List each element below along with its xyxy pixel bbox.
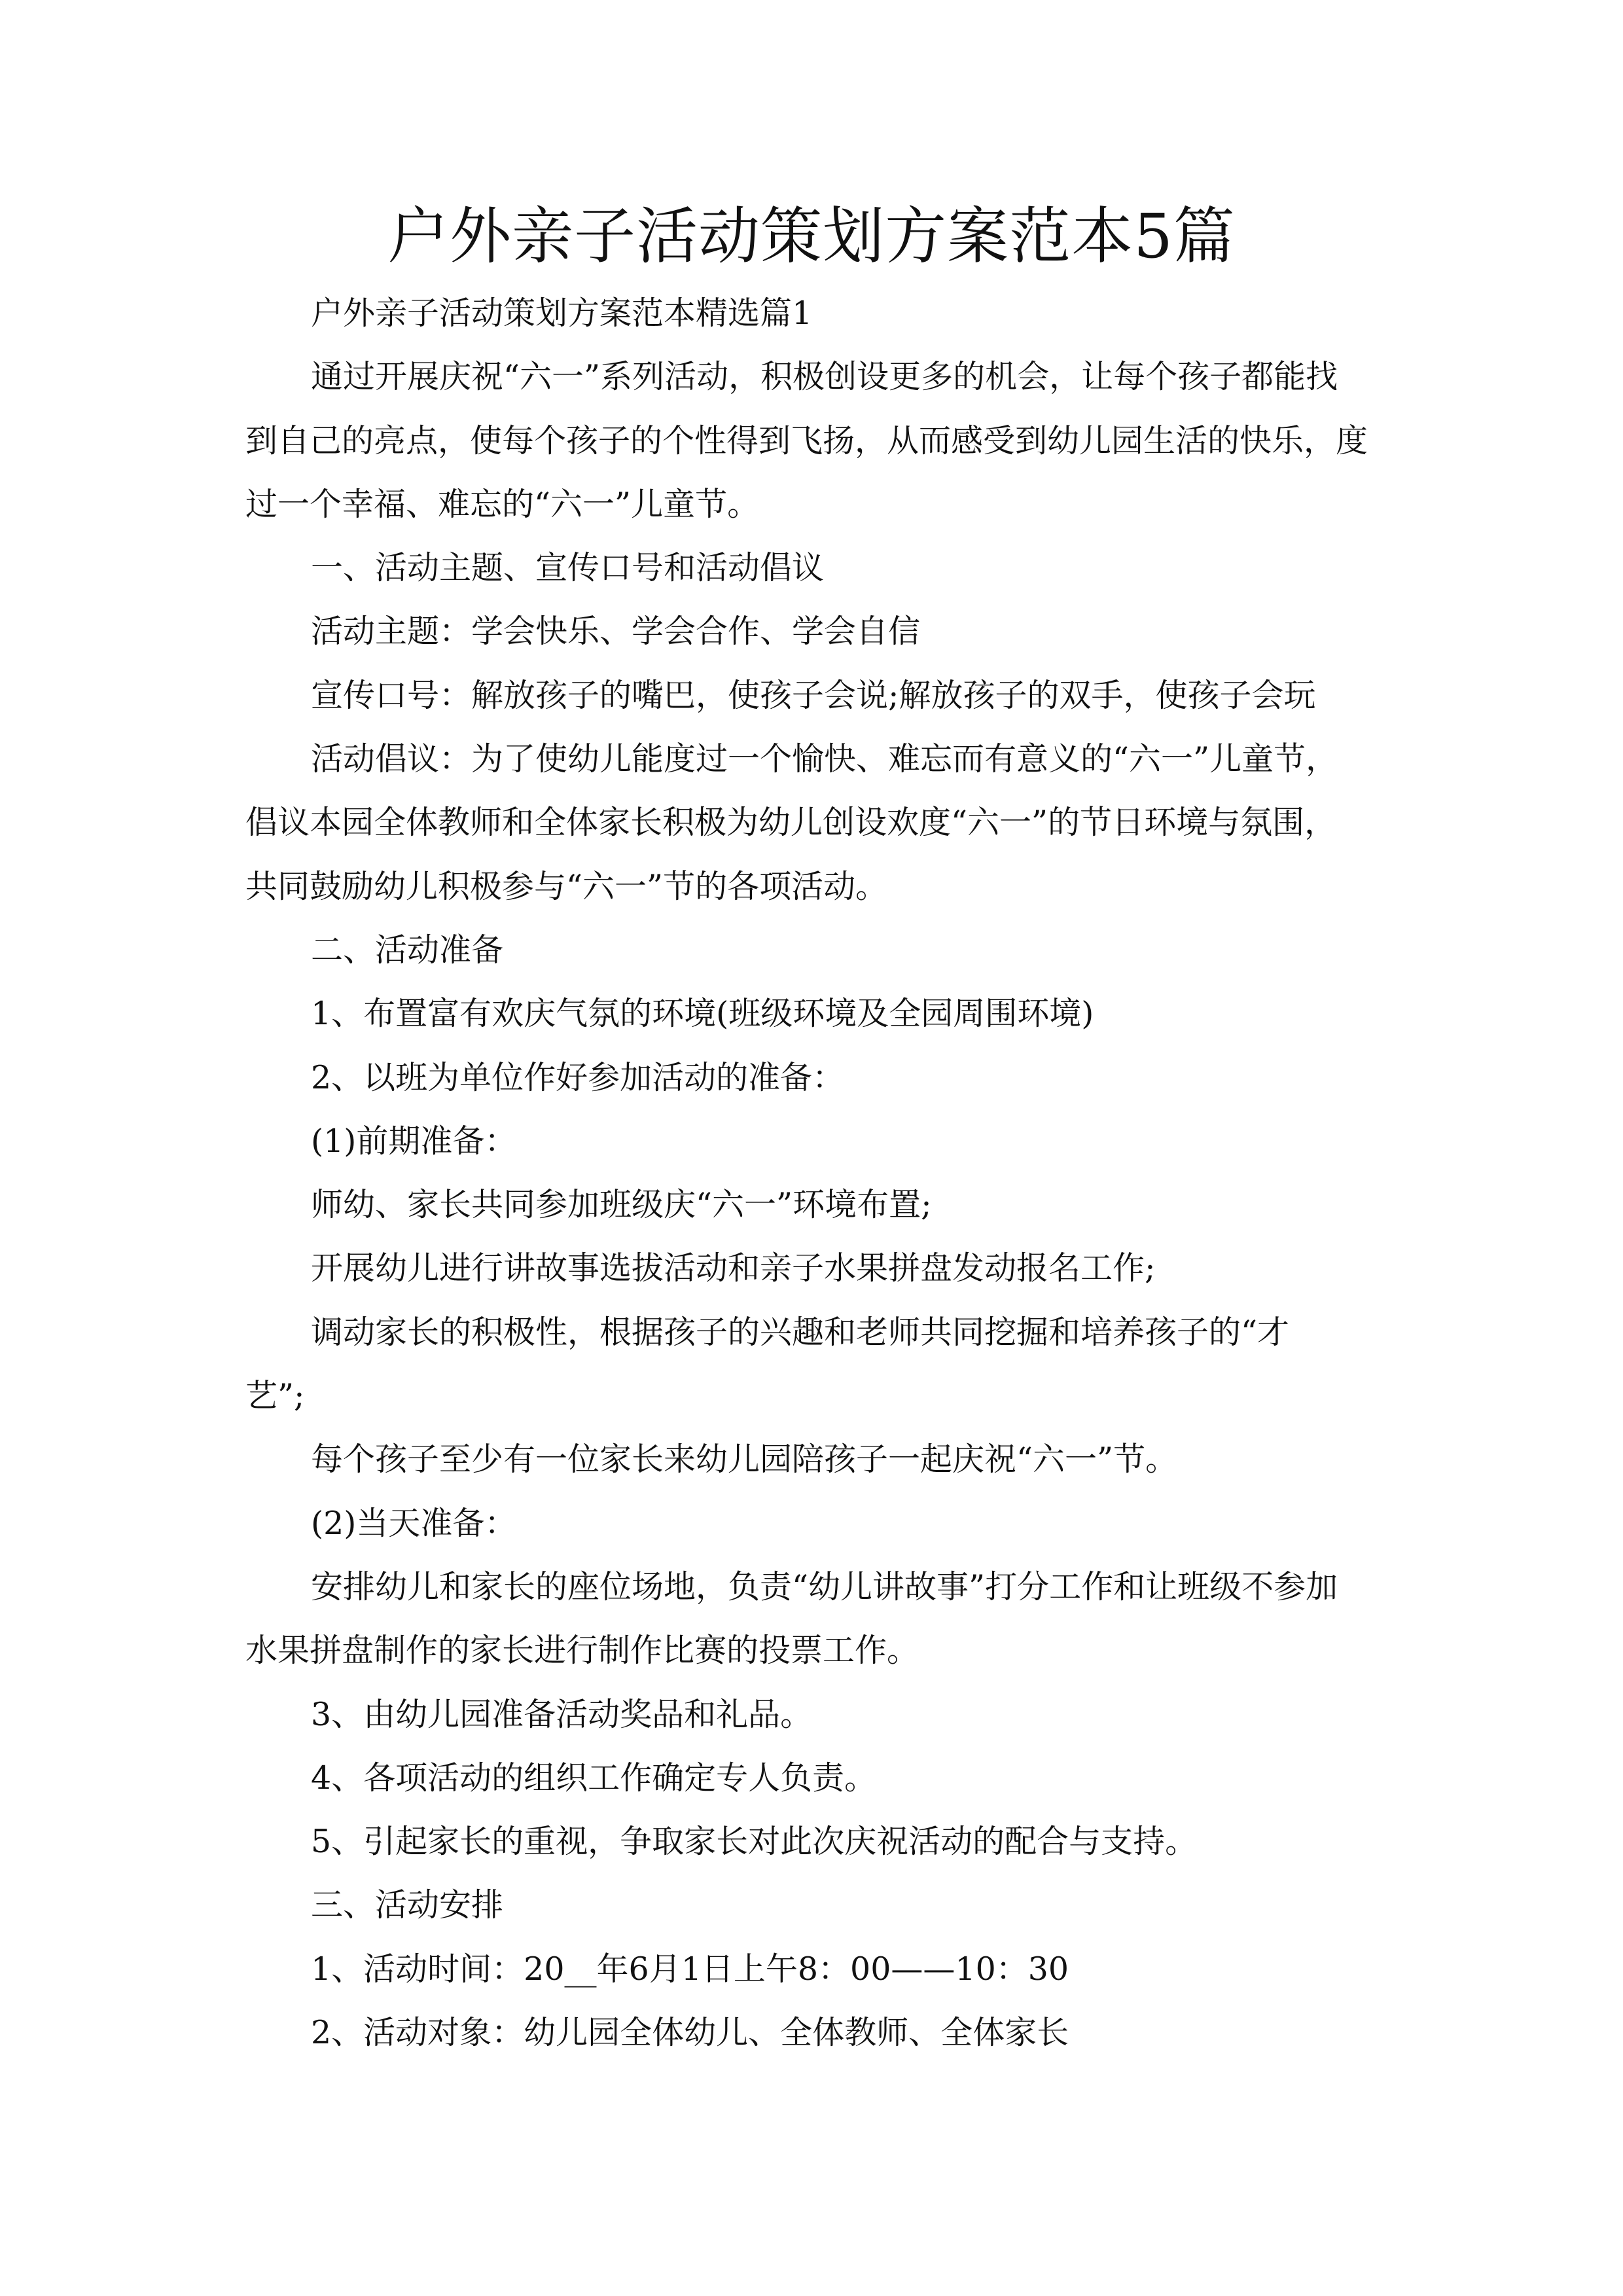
- paragraph: [245, 1937, 1384, 2001]
- text-line: 5、引起家长的重视，争取家长对此次庆祝活动的配合与支持。: [311, 1823, 1198, 1861]
- text-line: 4、各项活动的组织工作确定专人负责。: [311, 1759, 877, 1797]
- paragraph: [245, 1109, 1384, 1173]
- paragraph: [245, 1236, 1384, 1300]
- text-line: 户外亲子活动策划方案范本精选篇1: [311, 295, 813, 332]
- paragraph: [245, 600, 1384, 663]
- text-line: 活动倡议：为了使幼儿能度过一个愉快、难忘而有意义的“六一”儿童节，: [311, 740, 1338, 778]
- text-line: 每个孩子至少有一位家长来幼儿园陪孩子一起庆祝“六一”节。: [311, 1441, 1178, 1479]
- text-line: 1、活动时间：20__年6月1日上午8：00——10：30: [311, 1950, 1069, 1988]
- paragraph: [245, 664, 1384, 727]
- paragraph: [245, 1492, 1384, 1555]
- text-line: 共同鼓励幼儿积极参与“六一”节的各项活动。: [245, 867, 888, 905]
- paragraph: [245, 345, 1384, 536]
- paragraph: [245, 2001, 1384, 2064]
- text-line: 一、活动主题、宣传口号和活动倡议: [311, 549, 825, 587]
- text-line: 倡议本园全体教师和全体家长积极为幼儿创设欢度“六一”的节日环境与氛围，: [245, 804, 1337, 842]
- paragraph: [245, 1173, 1384, 1236]
- text-line: 三、活动安排: [311, 1886, 504, 1924]
- text-line: (2)当天准备：: [311, 1504, 517, 1542]
- text-line: 2、活动对象：幼儿园全体幼儿、全体教师、全体家长: [311, 2014, 1069, 2052]
- paragraph: [245, 1555, 1384, 1683]
- paragraph: [245, 727, 1384, 918]
- paragraph: [245, 1810, 1384, 1873]
- paragraph: [245, 1683, 1384, 1746]
- text-line: 活动主题：学会快乐、学会合作、学会自信: [311, 613, 921, 651]
- text-line: 过一个幸福、难忘的“六一”儿童节。: [245, 485, 760, 523]
- paragraph: [245, 982, 1384, 1045]
- text-line: 调动家长的积极性，根据孩子的兴趣和老师共同挖掘和培养孩子的“才: [311, 1313, 1290, 1351]
- paragraph: [245, 1427, 1384, 1491]
- text-line: 2、以班为单位作好参加活动的准备：: [311, 1058, 845, 1096]
- text-line: 宣传口号：解放孩子的嘴巴，使孩子会说;解放孩子的双手，使孩子会玩: [311, 676, 1316, 714]
- paragraph: [245, 1873, 1384, 1937]
- document-body: [245, 281, 1384, 2064]
- paragraph: [245, 281, 1384, 345]
- paragraph: [245, 1300, 1384, 1428]
- text-line: 到自己的亮点，使每个孩子的个性得到飞扬，从而感受到幼儿园生活的快乐，度: [245, 422, 1368, 459]
- paragraph: [245, 1746, 1384, 1810]
- paragraph: [245, 1046, 1384, 1109]
- text-line: (1)前期准备：: [311, 1122, 517, 1160]
- text-line: 安排幼儿和家长的座位场地，负责“幼儿讲故事”打分工作和让班级不参加: [311, 1568, 1338, 1605]
- paragraph: [245, 918, 1384, 982]
- text-line: 开展幼儿进行讲故事选拔活动和亲子水果拼盘发动报名工作;: [311, 1249, 1156, 1287]
- document-title: 户外亲子活动策划方案范本5篇: [387, 201, 1236, 272]
- text-line: 3、由幼儿园准备活动奖品和礼品。: [311, 1695, 813, 1733]
- text-line: 二、活动准备: [311, 931, 504, 969]
- text-line: 通过开展庆祝“六一”系列活动，积极创设更多的机会，让每个孩子都能找: [311, 358, 1338, 396]
- text-line: 1、布置富有欢庆气氛的环境(班级环境及全园周围环境): [311, 995, 1094, 1033]
- text-line: 艺”;: [245, 1377, 305, 1415]
- paragraph: [245, 536, 1384, 600]
- text-line: 水果拼盘制作的家长进行制作比赛的投票工作。: [245, 1632, 919, 1670]
- text-line: 师幼、家长共同参加班级庆“六一”环境布置;: [311, 1186, 932, 1224]
